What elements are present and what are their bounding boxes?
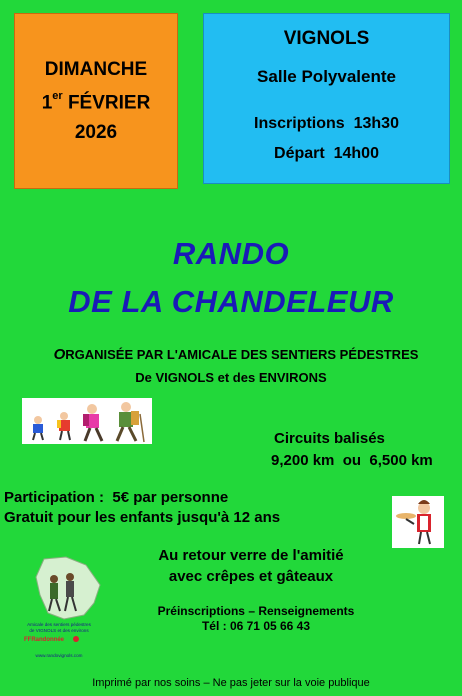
organizer-line2: De VIGNOLS et des ENVIRONS xyxy=(135,370,327,385)
date-month: FÉVRIER xyxy=(67,92,151,114)
venue-town: VIGNOLS xyxy=(283,28,370,49)
hikers-illustration xyxy=(22,398,152,444)
event-title-line1: RANDO xyxy=(172,236,290,271)
organizer-line1-text: RGANISÉE PAR L'AMICALE DES SENTIERS PÉDESTRES xyxy=(65,347,419,362)
footer-note: Imprimé par nos soins – Ne pas jeter sur la voie publique xyxy=(92,677,370,689)
contact-label: Préinscriptions – Renseignements xyxy=(157,604,355,618)
departure-time xyxy=(204,145,449,163)
registration-value: 13h30 xyxy=(353,115,399,132)
date-number: 1 xyxy=(41,92,53,114)
crepe-chef-illustration xyxy=(392,496,444,548)
departure-label: Départ xyxy=(274,145,325,162)
organizer-initial: O xyxy=(53,346,66,363)
departure-value: 14h00 xyxy=(333,145,379,162)
registration-time xyxy=(204,115,449,133)
logo-caption2: de VIGNOLS et des environs xyxy=(29,628,89,633)
registration-label: Inscriptions xyxy=(254,115,345,132)
club-logo xyxy=(14,555,104,663)
organizer-line1 xyxy=(16,346,456,363)
venue-box xyxy=(203,13,450,184)
children-free: Gratuit pour les enfants jusqu'à 12 ans xyxy=(4,509,281,526)
participation-price: Participation : 5€ par personne xyxy=(4,489,229,506)
after-hike-line1: Au retour verre de l'amitié xyxy=(158,547,344,564)
event-date xyxy=(42,84,151,117)
circuits-label: Circuits balisés xyxy=(274,430,385,447)
after-hike-line2: avec crêpes et gâteaux xyxy=(168,568,334,585)
contact-phone: Tél : 06 71 05 66 43 xyxy=(201,619,311,633)
logo-brand: FFRandonnée xyxy=(24,637,64,643)
venue-hall: Salle Polyvalente xyxy=(257,67,396,86)
circuits-distances: 9,200 km ou 6,500 km xyxy=(271,452,433,469)
logo-caption1: Amicale des sentiers pédestres xyxy=(27,622,91,627)
event-title-line2: DE LA CHANDELEUR xyxy=(68,284,394,319)
event-year: 2026 xyxy=(74,121,118,143)
date-box xyxy=(14,13,178,189)
date-suffix: er xyxy=(52,90,63,103)
logo-website: www.randovignols.com xyxy=(35,653,83,658)
event-day: DIMANCHE xyxy=(44,59,148,81)
